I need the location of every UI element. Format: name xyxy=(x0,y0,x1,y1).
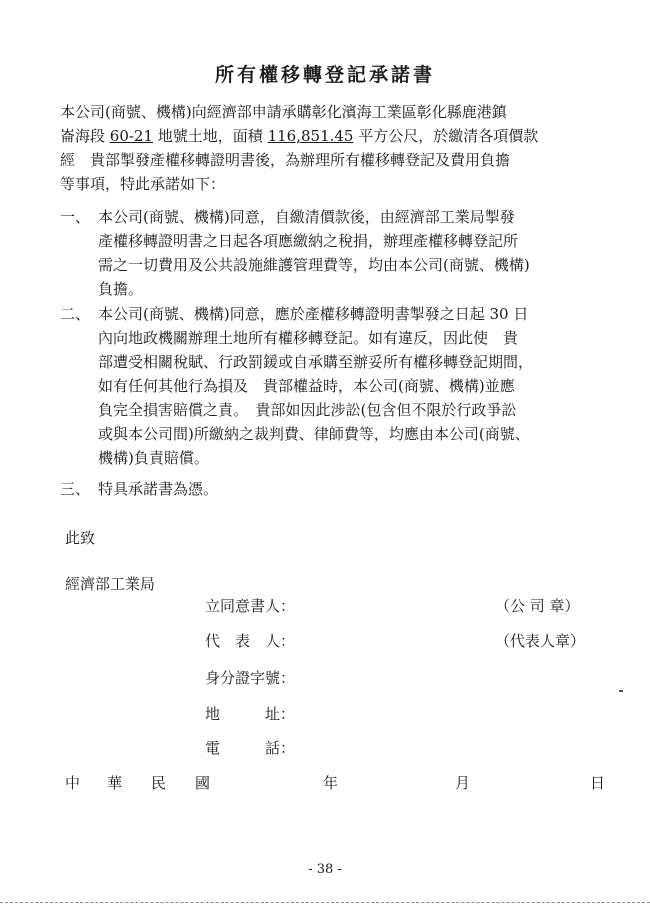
item-line: 或與本公司間)所繳納之裁判費、律師費等，均應由本公司(商號、 xyxy=(98,425,530,443)
commitment-item-2 xyxy=(60,302,605,470)
intro-line-1: 本公司(商號、機構)向經濟部申請承購彰化濱海工業區彰化縣鹿港鎮 xyxy=(60,103,507,121)
signatory-row xyxy=(205,737,605,761)
item-line: 特具承諾書為憑。 xyxy=(98,480,219,498)
closing-phrase: 此致 xyxy=(65,529,96,547)
item-line: 負完全損害賠償之責。 貴部如因此涉訟(包含但不限於行政爭訟 xyxy=(98,401,517,419)
item-line: 機構)負責賠償。 xyxy=(98,449,209,467)
intro-line-2-mid: 地號土地，面積 xyxy=(153,127,268,145)
item-line: 部遭受相關稅賦、行政罰鍰或自承購至辦妥所有權移轉登記期間， xyxy=(98,353,534,371)
date-month: 月 xyxy=(455,774,471,792)
date-era-char: 民 xyxy=(151,774,167,792)
signatory-label: 電 話： xyxy=(205,739,296,757)
item-number: 一、 xyxy=(60,208,91,226)
date-era-char: 國 xyxy=(195,774,211,792)
intro-line-2-pre: 崙海段 xyxy=(60,127,110,145)
item-line: 需之一切費用及公共設施維護管理費等，均由本公司(商號、機構) xyxy=(98,256,530,274)
date-day: 日 xyxy=(590,774,606,792)
date-line xyxy=(65,772,605,796)
signatory-label: 身分證字號： xyxy=(205,669,296,687)
seal-placeholder: （公 司 章） xyxy=(495,597,580,615)
footer-rule xyxy=(0,902,650,903)
item-number: 二、 xyxy=(60,305,91,323)
intro-paragraph xyxy=(60,100,600,196)
commitment-item-1 xyxy=(60,205,605,301)
item-line: 產權移轉證明書之日起各項應繳納之稅捐，辦理產權移轉登記所 xyxy=(98,232,519,250)
date-era-char: 華 xyxy=(107,774,123,792)
signatory-row xyxy=(205,703,605,727)
recipient: 經濟部工業局 xyxy=(65,575,156,593)
item-line: 內向地政機關辦理土地所有權移轉登記。如有違反，因此使 貴 xyxy=(98,329,519,347)
intro-line-2-post: 平方公尺，於繳清各項價款 xyxy=(353,127,539,145)
item-line: 如有任何其他行為損及 貴部權益時，本公司(商號、機構)並應 xyxy=(98,377,515,395)
intro-line-4: 等事項，特此承諾如下： xyxy=(60,175,226,193)
signatory-row xyxy=(205,595,605,619)
signatory-label: 立同意書人： xyxy=(205,597,296,615)
signatory-label: 地 址： xyxy=(205,705,296,723)
signatory-row xyxy=(205,667,605,691)
seal-placeholder: （代表人章） xyxy=(495,632,586,650)
commitment-item-3 xyxy=(60,477,605,501)
item-line: 本公司(商號、機構)同意，自繳清價款後，由經濟部工業局掣發 xyxy=(98,208,515,226)
item-number: 三、 xyxy=(60,480,91,498)
date-era-char: 中 xyxy=(65,774,81,792)
scan-speck xyxy=(619,690,623,692)
date-year: 年 xyxy=(323,774,339,792)
land-area: 116,851.45 xyxy=(267,127,354,145)
item-line: 本公司(商號、機構)同意，應於產權移轉證明書掣發之日起 30 日 xyxy=(98,305,529,323)
signatory-row xyxy=(205,630,605,654)
page-number: - 38 - xyxy=(308,862,342,877)
intro-line-2 xyxy=(60,124,600,148)
document-title: 所有權移轉登記承諾書 xyxy=(214,64,435,86)
item-line: 負擔。 xyxy=(98,280,144,298)
intro-line-3: 經 貴部掣發產權移轉證明書後，為辦理所有權移轉登記及費用負擔 xyxy=(60,151,511,169)
lot-number: 60-21 xyxy=(109,127,154,145)
signatory-label: 代 表 人： xyxy=(205,632,296,650)
